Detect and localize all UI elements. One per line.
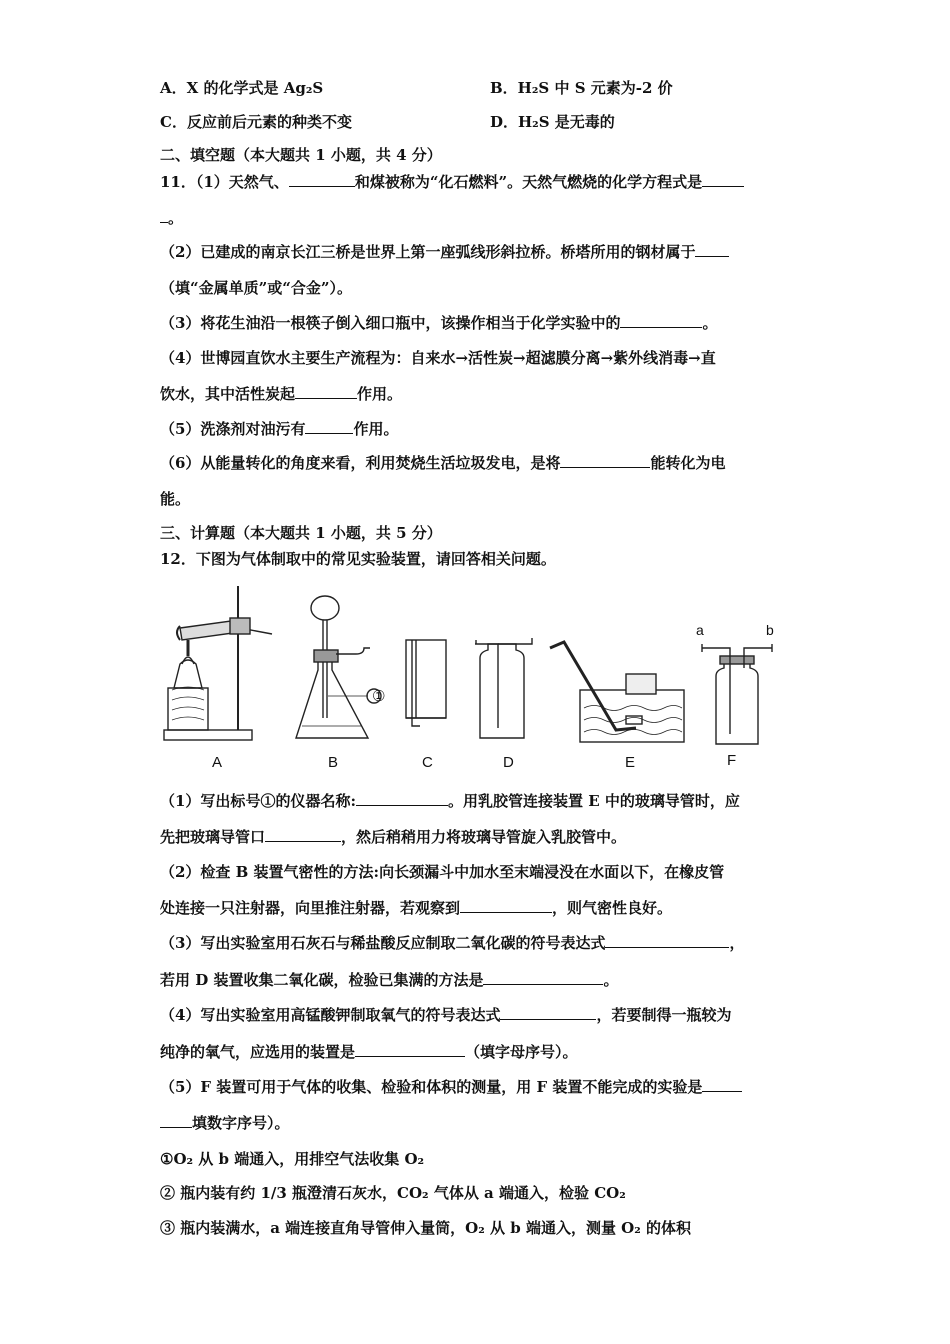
figure-label-f: F xyxy=(727,752,737,769)
q11-line-8 xyxy=(160,419,398,439)
q11-line-6: （4）世博园直饮水主要生产流程为：自来水→活性炭→超滤膜分离→紫外线消毒→直 xyxy=(160,349,716,367)
q12-item-1: ①O₂ 从 b 端通入，用排空气法收集 O₂ xyxy=(160,1150,425,1168)
q12-item-3: ③ 瓶内装满水，a 端连接直角导管伸入量筒，O₂ 从 b 端通入，测量 O₂ 的体积 xyxy=(160,1219,692,1237)
q12-part-3-line-2 xyxy=(160,970,618,990)
q12-text: （1）写出标号①的仪器名称: xyxy=(160,792,356,810)
q12-text: 若用 D 装置收集二氧化碳，检验已集满的方法是 xyxy=(160,971,484,989)
port-label-b: b xyxy=(766,622,774,638)
figure-label-a: A xyxy=(212,754,223,771)
answer-blank[interactable] xyxy=(355,1042,465,1057)
q12-text: 纯净的氧气，应选用的装置是 xyxy=(160,1043,356,1061)
apparatus-f xyxy=(702,644,772,744)
figure-label-e: E xyxy=(625,754,636,771)
q12-intro: 12．下图为气体制取中的常见实验装置，请回答相关问题。 xyxy=(160,550,556,568)
answer-blank[interactable] xyxy=(483,970,603,985)
apparatus-c xyxy=(406,640,446,726)
q11-text: 和煤被称为“化石燃料”。天然气燃烧的化学方程式是 xyxy=(354,173,703,191)
port-label-a: a xyxy=(696,622,704,638)
option-d[interactable]: D．H₂S 是无毒的 xyxy=(490,113,615,131)
section-3-heading: 三、计算题（本大题共 1 小题，共 5 分） xyxy=(160,524,442,542)
answer-blank[interactable] xyxy=(460,898,552,913)
q11-line-10: 能。 xyxy=(160,490,191,508)
answer-blank[interactable] xyxy=(356,791,448,806)
q12-text: （4）写出实验室用高锰酸钾制取氧气的符号表达式 xyxy=(160,1006,501,1024)
answer-blank[interactable] xyxy=(160,208,168,223)
option-a[interactable]: A．X 的化学式是 Ag₂S xyxy=(160,79,324,97)
q12-text: ，然后稍稍用力将玻璃导管旋入乳胶管中。 xyxy=(341,828,627,846)
q11-text: （3）将花生油沿一根筷子倒入细口瓶中，该操作相当于化学实验中的 xyxy=(160,314,621,332)
answer-blank[interactable] xyxy=(160,1113,192,1128)
q12-part-3-line-1 xyxy=(160,933,744,953)
answer-blank[interactable] xyxy=(605,933,729,948)
q11-text: 作用。 xyxy=(357,385,403,403)
q11-text: 能转化为电 xyxy=(650,454,726,472)
section-2-heading: 二、填空题（本大题共 1 小题，共 4 分） xyxy=(160,146,442,164)
apparatus-b xyxy=(296,596,381,738)
q12-part-5-line-2 xyxy=(160,1113,290,1133)
q11-text: （5）洗涤剂对油污有 xyxy=(160,420,306,438)
q12-part-1-line-1 xyxy=(160,791,740,811)
q12-text: ，则气密性良好。 xyxy=(552,899,673,917)
q12-text: （3）写出实验室用石灰石与稀盐酸反应制取二氧化碳的符号表达式 xyxy=(160,934,606,952)
answer-blank[interactable] xyxy=(265,827,341,842)
q12-part-5-line-1 xyxy=(160,1077,742,1097)
q11-text: 。 xyxy=(168,209,184,227)
q12-text: （填字母序号）。 xyxy=(465,1043,578,1061)
answer-blank[interactable] xyxy=(500,1005,596,1020)
q12-item-2: ② 瓶内装有约 1/3 瓶澄清石灰水，CO₂ 气体从 a 端通入，检验 CO₂ xyxy=(160,1184,626,1202)
answer-blank[interactable] xyxy=(289,172,355,187)
answer-blank[interactable] xyxy=(702,1077,742,1092)
answer-blank[interactable] xyxy=(702,172,744,187)
answer-blank[interactable] xyxy=(305,419,353,434)
q11-line-2 xyxy=(160,208,183,228)
q12-part-2-line-1: （2）检查 B 装置气密性的方法:向长颈漏斗中加水至末端浸没在水面以下，在橡皮管 xyxy=(160,863,725,881)
q12-text: 。用乳胶管连接装置 E 中的玻璃导管时，应 xyxy=(447,792,740,810)
instrument-marker: ① xyxy=(372,688,386,705)
q11-line-4: （填“金属单质”或“合金”）。 xyxy=(160,279,353,297)
q11-text: 饮水，其中活性炭起 xyxy=(160,385,296,403)
apparatus-e xyxy=(550,642,684,742)
q11-line-1 xyxy=(160,172,744,192)
apparatus-a xyxy=(164,586,272,740)
option-c[interactable]: C．反应前后元素的种类不变 xyxy=(160,113,352,131)
figure-label-c: C xyxy=(422,754,433,771)
apparatus-d xyxy=(475,638,532,738)
apparatus-figure xyxy=(160,578,800,778)
q11-line-9 xyxy=(160,453,725,473)
q12-text: ，若要制得一瓶较为 xyxy=(596,1006,732,1024)
q11-line-5 xyxy=(160,313,717,333)
q12-text: ， xyxy=(729,934,745,952)
q12-text: 处连接一只注射器，向里推注射器，若观察到 xyxy=(160,899,461,917)
answer-blank[interactable] xyxy=(295,384,357,399)
q11-text: （6）从能量转化的角度来看，利用焚烧生活垃圾发电，是将 xyxy=(160,454,561,472)
q11-text: （2）已建成的南京长江三桥是世界上第一座弧线形斜拉桥。桥塔所用的钢材属于 xyxy=(160,243,696,261)
figure-label-d: D xyxy=(503,754,514,771)
q11-line-3 xyxy=(160,242,729,262)
q11-text: 作用。 xyxy=(353,420,399,438)
answer-blank[interactable] xyxy=(620,313,702,328)
q12-part-4-line-2 xyxy=(160,1042,578,1062)
q12-text: 填数字序号）。 xyxy=(192,1114,290,1132)
q12-part-1-line-2 xyxy=(160,827,626,847)
q12-part-4-line-1 xyxy=(160,1005,731,1025)
answer-blank[interactable] xyxy=(695,242,729,257)
q12-text: 。 xyxy=(603,971,619,989)
q12-text: （5）F 装置可用于气体的收集、检验和体积的测量，用 F 装置不能完成的实验是 xyxy=(160,1078,703,1096)
q12-part-2-line-2 xyxy=(160,898,672,918)
q11-line-7 xyxy=(160,384,402,404)
answer-blank[interactable] xyxy=(560,453,650,468)
q12-text: 先把玻璃导管口 xyxy=(160,828,266,846)
q11-text: 11．（1）天然气、 xyxy=(160,173,289,191)
option-b[interactable]: B．H₂S 中 S 元素为-2 价 xyxy=(490,79,673,97)
figure-label-b: B xyxy=(328,754,339,771)
apparatus-drawing xyxy=(160,578,800,778)
q11-text: 。 xyxy=(702,314,718,332)
